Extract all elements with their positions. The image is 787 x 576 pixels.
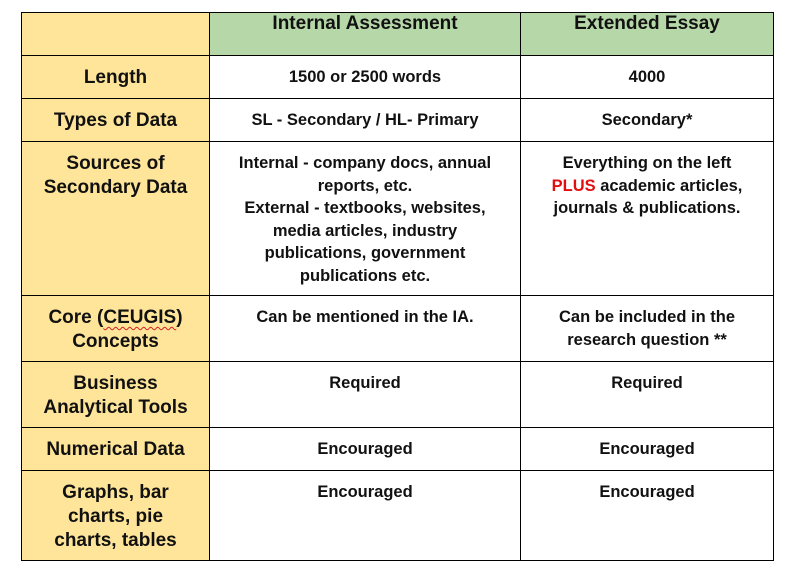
row-label-graphs: Graphs, bar charts, pie charts, tables — [22, 471, 210, 561]
table-row — [22, 99, 774, 142]
ia-graphs-cell: Encouraged — [210, 471, 521, 561]
table-row — [22, 142, 774, 296]
ia-types-cell: SL - Secondary / HL- Primary — [210, 99, 521, 142]
table-row — [22, 56, 774, 99]
ee-core-cell: Can be included in the research question ** — [521, 296, 774, 362]
header-internal-assessment: Internal Assessment — [210, 13, 521, 56]
header-row — [22, 13, 774, 56]
spellcheck-underline: CEUGIS — [103, 307, 177, 328]
row-label-types-of-data: Types of Data — [22, 99, 210, 142]
row-label-core-concepts: Core (CEUGIS) Concepts — [22, 296, 210, 362]
row-label-business-tools: Business Analytical Tools — [22, 362, 210, 428]
table-row — [22, 428, 774, 471]
corner-cell — [22, 13, 210, 56]
comparison-table — [21, 12, 774, 561]
table-row — [22, 471, 774, 561]
ia-sources-cell: Internal - company docs, annual reports, etc. External - textbooks, websites, media articles, industry publications, government publications etc. — [210, 142, 521, 296]
table-row — [22, 362, 774, 428]
ia-core-cell: Can be mentioned in the IA. — [210, 296, 521, 362]
ee-numerical-cell: Encouraged — [521, 428, 774, 471]
ee-graphs-cell: Encouraged — [521, 471, 774, 561]
ia-length-cell: 1500 or 2500 words — [210, 56, 521, 99]
row-label-numerical-data: Numerical Data — [22, 428, 210, 471]
row-label-sources: Sources of Secondary Data — [22, 142, 210, 296]
ia-tools-cell: Required — [210, 362, 521, 428]
row-label-length: Length — [22, 56, 210, 99]
table-row — [22, 296, 774, 362]
ee-length-cell: 4000 — [521, 56, 774, 99]
ia-numerical-cell: Encouraged — [210, 428, 521, 471]
ee-types-cell: Secondary* — [521, 99, 774, 142]
ee-tools-cell: Required — [521, 362, 774, 428]
ee-sources-cell: Everything on the left PLUS academic articles, journals & publications. — [521, 142, 774, 296]
header-extended-essay: Extended Essay — [521, 13, 774, 56]
plus-highlight: PLUS — [551, 176, 596, 195]
